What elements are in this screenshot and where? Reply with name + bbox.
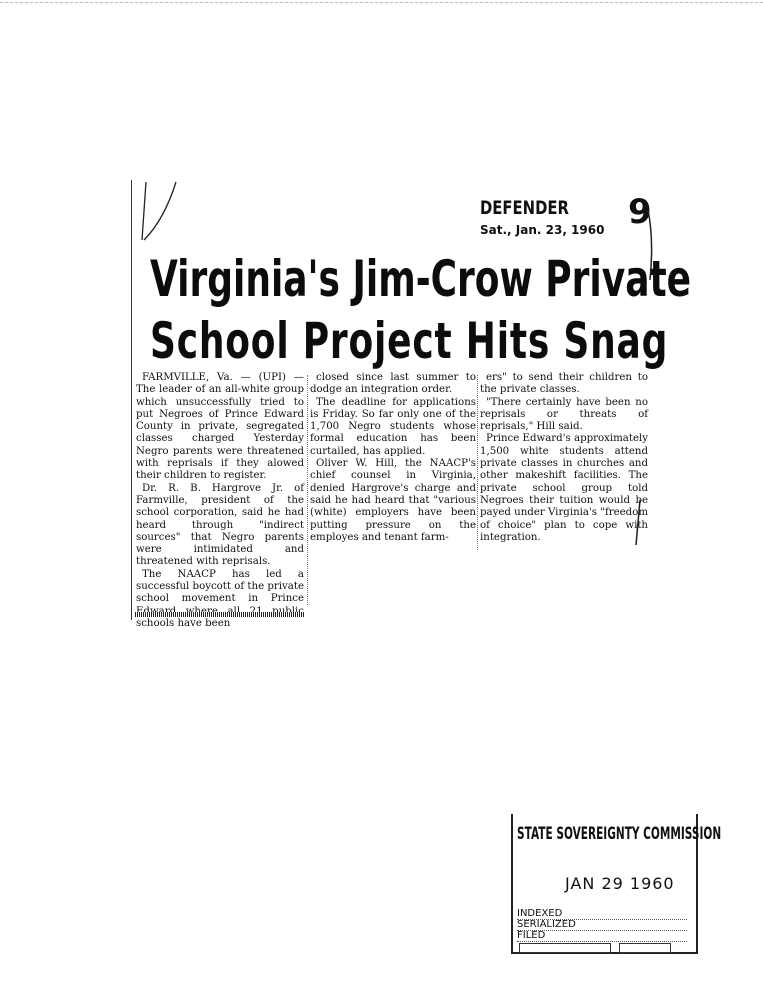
paragraph: Oliver W. Hill, the NAACP's chief counsel in Virginia, denied Hargrove's charge and said he had heard that "various (white) employers have been putting pressure on the employes and tenant farm- <box>310 458 476 543</box>
stamp-field-indexed: INDEXED <box>517 909 687 920</box>
paragraph: closed since last summer to dodge an integration order. <box>310 372 476 396</box>
margin-pen-mark <box>630 200 660 560</box>
stamp-title: STATE SOVEREIGNTY COMMISSION <box>517 824 722 844</box>
headline-line-2: School Project Hits Snag <box>150 312 669 370</box>
page-number: 9 <box>628 192 652 232</box>
masthead <box>480 197 604 237</box>
page-top-edge <box>0 2 763 3</box>
paragraph: The deadline for applications is Friday. So far only one of the 1,700 Negro students whose formal education has been curtailed, has applied. <box>310 396 476 457</box>
column-divider <box>477 375 478 550</box>
headline-line-1: Virginia's Jim-Crow Private <box>150 250 692 308</box>
paragraph: Dr. R. B. Hargrove Jr. of Farmville, president of the school corporation, said he had heard through "indirect sources" that Negro parents were intimidated and threatened with reprisals. <box>136 482 304 568</box>
paragraph: The NAACP has led a successful boycott of the private school movement in Prince schools have been <box>136 568 304 629</box>
headline <box>150 248 692 372</box>
commission-stamp <box>511 814 722 954</box>
article-column-3 <box>480 372 648 544</box>
paragraph: "There certainly have been no reprisals or threats of reprisals," Hill said. <box>480 396 648 433</box>
clipping-left-edge <box>131 180 132 620</box>
article-column-2 <box>310 372 476 544</box>
clipping-bottom-edge <box>135 612 305 617</box>
column-divider <box>307 375 308 605</box>
paragraph: ers" to send their children to the private classes. <box>480 372 648 396</box>
article-column-1 <box>136 372 304 630</box>
paper-name: DEFENDER <box>480 197 569 219</box>
paragraph: Prince Edward's approximately 1,500 white students attend private classes in churches and other makeshift facilities. The private school group told Negroes their tuition would be payed under Virginia's "freedom of choice" plan to cope with integration. <box>480 433 648 543</box>
publication-date: Sat., Jan. 23, 1960 <box>480 223 605 237</box>
stamp-field-filed: FILED <box>517 931 687 942</box>
pen-mark <box>136 180 216 250</box>
stamp-boxes <box>519 938 689 948</box>
paragraph: FARMVILLE, Va. — (UPI) — The leader of an all-white group which unsuccessfully tried to put Negroes of Prince Edward County in private, segregated classes charged Yesterday Negro parents were threatened with reprisals if they alowed their children to register. <box>136 372 304 482</box>
stamp-field-serialized: SERIALIZED <box>517 920 687 931</box>
stamp-date: JAN 29 1960 <box>565 874 675 893</box>
